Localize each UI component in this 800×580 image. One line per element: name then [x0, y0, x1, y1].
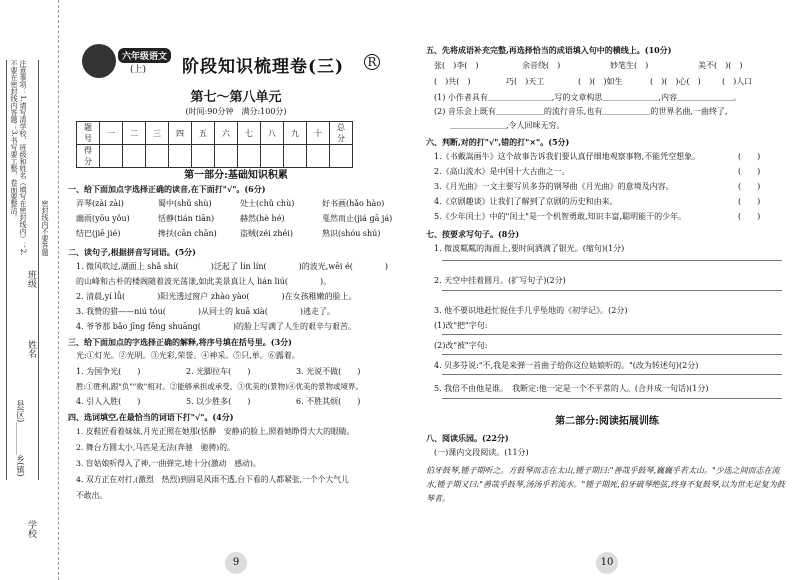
exam-meta: (时间:90分钟 满分:100分) [185, 107, 287, 116]
answer-line[interactable] [442, 290, 782, 291]
score-cell[interactable] [284, 145, 307, 168]
q4-item[interactable]: 3. 盲姑娘听得入了神,一曲弹完,她十分(激动 感动)。 [76, 459, 261, 468]
part2-title: 第二部分:阅读拓展训练 [555, 416, 659, 427]
score-header-cell: 题 号 [77, 122, 100, 145]
idiom-blank[interactable]: ( )( )心( ) [650, 77, 701, 86]
q3-item[interactable]: 6. 不胜其烦( ) [296, 397, 361, 406]
idiom-blank[interactable]: 美不( )( ) [698, 61, 743, 70]
q6-answer-box[interactable]: ( ) [738, 212, 761, 221]
q1-choice[interactable]: 搀扶(cān chān) [158, 229, 217, 238]
score-cell[interactable] [192, 145, 215, 168]
score-header-cell: 总 分 [330, 122, 353, 145]
score-cell[interactable] [215, 145, 238, 168]
q1-choice[interactable]: 处士(chǔ chù) [240, 199, 295, 208]
name-label: 姓名 [26, 340, 36, 358]
q6-answer-box[interactable]: ( ) [738, 167, 761, 176]
idiom-blank[interactable]: 张( )李( ) [434, 61, 479, 70]
q1-choice[interactable]: 恬静(tián tiān) [158, 214, 215, 223]
idiom-blank[interactable]: ( )人口 [722, 77, 753, 86]
q5-sentence[interactable]: (2) 音乐会上既有＿＿＿＿＿＿的流行音乐,也有＿＿＿＿＿＿的世界名曲,一曲终了, [434, 107, 728, 116]
q6-answer-box[interactable]: ( ) [738, 197, 761, 206]
q8-subtitle: (一)课内文段阅读。(11分) [434, 448, 529, 457]
q3-mid: 胜:①胜利,跟"负""败"相对。②能够承担或承受。③优美的(景物)④优美的景物或境界。 [76, 382, 364, 391]
q3-item[interactable]: 3. 光说不做( ) [296, 367, 361, 376]
q6-answer-box[interactable]: ( ) [738, 182, 761, 191]
grade-badge: 六年级语文 [118, 48, 171, 63]
answer-line[interactable] [442, 334, 782, 335]
score-header-cell: 三 [146, 122, 169, 145]
score-header-cell: 二 [123, 122, 146, 145]
score-table [76, 121, 353, 168]
answer-line[interactable] [442, 398, 782, 399]
idiom-blank[interactable]: 巧( )天工 [506, 77, 545, 86]
score-header-cell: 十 [307, 122, 330, 145]
q4-item[interactable]: 1. 皮鞋匠看着妹妹,月光正照在她那(恬静 安静)的脸上,照着她睁得大大的眼睛。 [76, 427, 355, 436]
q3-title: 三、给下面加点的字选择正确的解释,将序号填在括号里。(3分) [68, 337, 292, 347]
q3-options: 光:①灯光。②光明。③光彩,荣誉。④神采。⑤只,单。⑥露着。 [76, 351, 300, 360]
q6-title: 六、判断,对的打"√",错的打"×"。(5分) [426, 137, 570, 147]
q6-item: 3.《月光曲》一文主要写贝多芬的钢琴曲《月光曲》的意境及内容。 [434, 182, 674, 191]
q7-item: (2)改"被"字句: [434, 341, 488, 350]
score-header-cell: 六 [215, 122, 238, 145]
score-cell[interactable] [238, 145, 261, 168]
page-number: 9 [225, 552, 247, 574]
seal-word: 密封线内不要答题 [41, 200, 49, 256]
q2-item: 的山峰和古朴的楼阁随着波光荡漾,如此美景真让人 lián liú( )。 [76, 277, 332, 286]
binding-line [6, 60, 7, 480]
q6-item: 4.《京剧趣谈》让我们了解到了京剧的历史和由来。 [434, 197, 618, 206]
score-cell[interactable] [169, 145, 192, 168]
passage: 伯牙鼓琴,锺子期听之。方鼓琴而志在太山,锺子期曰:"善哉乎鼓琴,巍巍乎若太山。"少选之间而志在流水,锺子期又曰:"善哉乎鼓琴,汤汤乎若流水。"锺子期死,伯牙破琴绝弦,终身不复鼓琴,以为世无足复为鼓琴者。 [426, 466, 785, 503]
score-cell[interactable] [123, 145, 146, 168]
score-cell[interactable] [146, 145, 169, 168]
volume: (上) [130, 65, 147, 75]
q1-choice[interactable]: 盗贼(zéi zhéi) [240, 229, 293, 238]
q7-item: 1. 微波粼粼的海面上,要时间洒满了银光。(缩句)(1分) [434, 244, 625, 253]
q1-choice[interactable]: 好书画(hǎo hào) [322, 199, 385, 208]
q1-choice[interactable]: 蜀中(shǔ shù) [158, 199, 212, 208]
q3-item[interactable]: 5. 以少胜多( ) [186, 397, 251, 406]
page-title: 阶段知识梳理卷(三) [182, 57, 345, 77]
q4-item[interactable]: 4. 双方正在对打,(激烈 热烈)到固是风雨不透,台下看的人都紧张,一个个大气儿 [76, 475, 349, 484]
q7-item: 3. 他不要识地赶忙捉住手几乎坠地的《初学记》。(2分) [434, 306, 628, 315]
q1-choice[interactable]: 熟识(shóu shú) [322, 229, 381, 238]
q1-choice[interactable]: 赫然(hè hé) [240, 214, 285, 223]
q5-title: 五、先将成语补充完整,再选择恰当的成语填入句中的横线上。(10分) [426, 45, 672, 55]
q4-item[interactable]: 2. 舞台方圆太小,马匹是无法(奔驰 驰骋)的。 [76, 443, 235, 452]
school-label: 学校 [26, 520, 36, 538]
score-header-cell: 七 [238, 122, 261, 145]
q5-sentence[interactable]: ＿＿＿＿＿＿＿,令人回味无穷。 [434, 121, 565, 130]
q1-choice[interactable]: 戛然而止(jiá gā já) [322, 214, 393, 223]
q1-choice[interactable]: 弄琴(zài zài) [76, 199, 124, 208]
q5-sentence[interactable]: (1) 小作者具有＿＿＿＿＿＿＿＿,写的文章构思＿＿＿＿＿＿＿,内容＿＿＿＿＿＿＿。 [434, 93, 741, 102]
mascot-avatar [82, 44, 116, 78]
q7-item: 5. 我倍不由他是谁。 我断定:他一定是一个不平常的人。(合并成一句话)(1分) [434, 384, 709, 393]
score-header-cell: 五 [192, 122, 215, 145]
score-header-cell: 四 [169, 122, 192, 145]
left-page [62, 0, 410, 580]
answer-line[interactable] [442, 374, 782, 375]
q7-item: 2. 天空中挂着圆月。(扩写句子)(2分) [434, 276, 566, 285]
q3-item[interactable]: 1. 为国争光( ) [76, 367, 141, 376]
q6-answer-box[interactable]: ( ) [738, 152, 761, 161]
class-label: 班级 [26, 270, 36, 288]
registered-icon: R [364, 54, 380, 70]
idiom-blank[interactable]: 余音绕( ) [522, 61, 561, 70]
q1-choice[interactable]: 结巴(jiē jié) [76, 229, 121, 238]
answer-line[interactable] [442, 354, 782, 355]
part1-title: 第一部分:基础知识积累 [184, 170, 288, 181]
township-label: 县(区)＿＿＿＿乡(镇) [16, 400, 25, 477]
q3-item[interactable]: 2. 光脚拉车( ) [186, 367, 251, 376]
score-header-cell: 八 [261, 122, 284, 145]
q6-item: 1.《书戴嵩画牛》这个故事告诉我们要认真仔细地观察事物,不能凭空想象。 [434, 152, 701, 161]
q2-item: 1. 微风吹过,湖面上 shǎ shí( )泛起了 lín lín( )的波光,wēi é( ) [76, 262, 388, 271]
page-number-right: 10 [596, 552, 618, 574]
binding-strip [0, 0, 59, 580]
q1-title: 一、给下面加点字选择正确的读音,在下面打"√"。(6分) [68, 184, 266, 194]
q2-item: 3. 我赞的猎——niú tóu( )从同士的 kuā xià( )逃走了。 [76, 307, 335, 316]
q4-item[interactable]: 不敢出。 [76, 491, 108, 500]
idiom-blank[interactable]: ( )( )如生 [578, 77, 623, 86]
q2-item: 4. 爷爷那 bǎo jīng fēng shuāng( )的脸上写满了人生的艰辛与艰苦。 [76, 322, 357, 331]
idiom-blank[interactable]: 妙笔生( ) [610, 61, 649, 70]
score-cell[interactable] [100, 145, 123, 168]
q7-title: 七、按要求写句子。(8分) [426, 229, 520, 239]
q3-item[interactable]: 4. 引人入胜( ) [76, 397, 141, 406]
seal-line [38, 60, 39, 480]
q7-item: (1)改"把"字句: [434, 321, 488, 330]
idiom-blank[interactable]: ( )共( ) [434, 77, 471, 86]
score-header-cell: 九 [284, 122, 307, 145]
q6-item: 5.《少年闰土》中的"闰土"是一个机智勇敢,知识丰富,聪明能干的少年。 [434, 212, 687, 221]
score-label: 得 分 [77, 145, 100, 168]
q1-choice[interactable]: 幽雨(yōu yǒu) [76, 214, 130, 223]
q7-item: 4. 贝多芬说:"不,我是来弹一首曲子给你这位姑娘听的。"(改为转述句)(2分) [434, 361, 699, 370]
q2-item: 2. 清晨,yí lǚ( )阳光透过窗户 zhào yào( )在女孩稚嫩的脸上。 [76, 292, 357, 301]
q4-title: 四、选词填空,在最恰当的词语下打"√"。(4分) [68, 412, 234, 422]
binding-notes: 注意事项：1.请写清学校、班级和姓名（填写在密封线内）；2.不要在密封线内答题；3.书写要工整，卷面要整洁。 [10, 60, 27, 256]
right-page [420, 0, 794, 580]
q6-item: 2.《高山流水》是中国十大古曲之一。 [434, 167, 570, 176]
answer-line[interactable] [442, 260, 782, 261]
score-header-cell: 一 [100, 122, 123, 145]
score-cell[interactable] [261, 145, 284, 168]
unit-range: 第七～第八单元 [190, 90, 282, 105]
q8-title: 八、阅读乐园。(22分) [426, 433, 509, 443]
score-cell[interactable] [330, 145, 353, 168]
score-cell[interactable] [307, 145, 330, 168]
q2-title: 二、读句子,根据拼音写词语。(5分) [68, 247, 196, 257]
